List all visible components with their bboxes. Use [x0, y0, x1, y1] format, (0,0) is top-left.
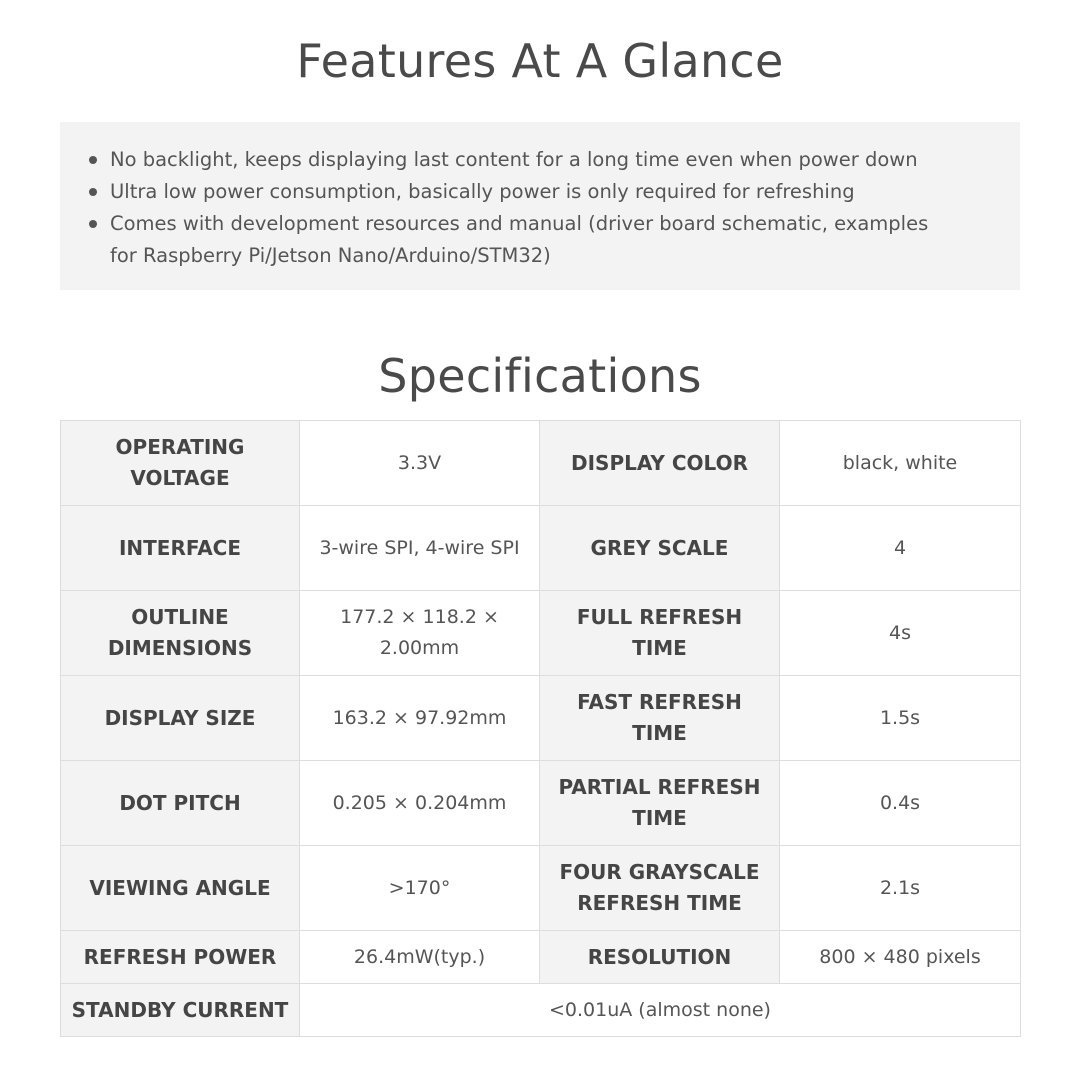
table-row: [61, 421, 1021, 506]
spec-label: REFRESH POWER: [61, 931, 300, 984]
spec-value: >170°: [300, 846, 540, 931]
table-row: [61, 761, 1021, 846]
spec-label: VIEWING ANGLE: [61, 846, 300, 931]
table-row: [61, 931, 1021, 984]
spec-value: 800 × 480 pixels: [780, 931, 1021, 984]
feature-text: No backlight, keeps displaying last content for a long time even when power down: [110, 148, 918, 171]
bullet-icon: [89, 156, 97, 164]
bullet-icon: [89, 188, 97, 196]
feature-text: Comes with development resources and manual (driver board schematic, examples for Raspberry Pi/Jetson Nano/Arduino/STM32): [110, 212, 929, 267]
spec-label: DISPLAY COLOR: [540, 421, 780, 506]
spec-value: 177.2 × 118.2 × 2.00mm: [300, 591, 540, 676]
features-box: [60, 122, 1020, 290]
table-row: [61, 591, 1021, 676]
feature-item: [110, 208, 960, 272]
specifications-table: [60, 420, 1021, 1037]
spec-label: DOT PITCH: [61, 761, 300, 846]
spec-label: FOUR GRAYSCALE REFRESH TIME: [540, 846, 780, 931]
spec-value: 4: [780, 506, 1021, 591]
spec-value: 0.4s: [780, 761, 1021, 846]
specifications-title: Specifications: [378, 349, 702, 403]
spec-label: OUTLINE DIMENSIONS: [61, 591, 300, 676]
feature-item: [110, 176, 960, 208]
spec-value: 0.205 × 0.204mm: [300, 761, 540, 846]
table-row: [61, 984, 1021, 1037]
features-title: Features At A Glance: [296, 34, 784, 88]
spec-label: FAST REFRESH TIME: [540, 676, 780, 761]
spec-label: OPERATING VOLTAGE: [61, 421, 300, 506]
spec-label: INTERFACE: [61, 506, 300, 591]
spec-label: PARTIAL REFRESH TIME: [540, 761, 780, 846]
table-row: [61, 846, 1021, 931]
feature-text: Ultra low power consumption, basically power is only required for refreshing: [110, 180, 855, 203]
spec-value: 26.4mW(typ.): [300, 931, 540, 984]
spec-value: 163.2 × 97.92mm: [300, 676, 540, 761]
spec-value: 3.3V: [300, 421, 540, 506]
spec-label: RESOLUTION: [540, 931, 780, 984]
spec-value: <0.01uA (almost none): [300, 984, 1021, 1037]
features-list: [110, 144, 960, 272]
spec-label: GREY SCALE: [540, 506, 780, 591]
spec-label: FULL REFRESH TIME: [540, 591, 780, 676]
spec-value: 4s: [780, 591, 1021, 676]
spec-value: 3-wire SPI, 4-wire SPI: [300, 506, 540, 591]
spec-value: black, white: [780, 421, 1021, 506]
spec-value: 2.1s: [780, 846, 1021, 931]
spec-label: DISPLAY SIZE: [61, 676, 300, 761]
spec-label: STANDBY CURRENT: [61, 984, 300, 1037]
spec-value: 1.5s: [780, 676, 1021, 761]
table-row: [61, 506, 1021, 591]
bullet-icon: [89, 220, 97, 228]
table-row: [61, 676, 1021, 761]
feature-item: [110, 144, 960, 176]
